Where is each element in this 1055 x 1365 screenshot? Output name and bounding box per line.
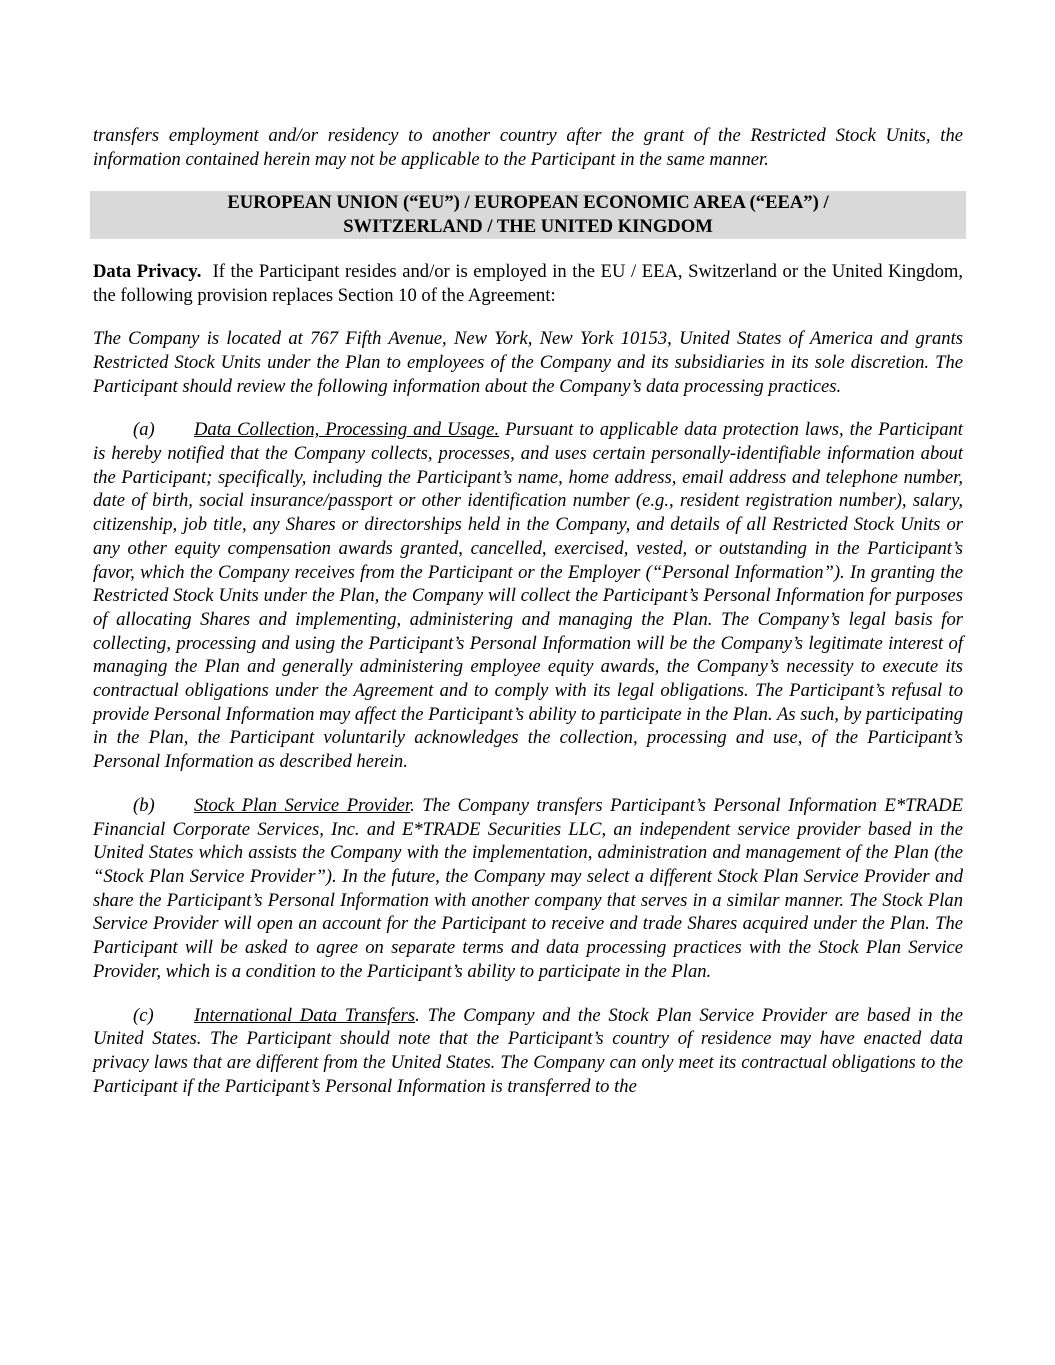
document-page	[93, 124, 963, 1118]
banner-line-2: SWITZERLAND / THE UNITED KINGDOM	[343, 216, 713, 238]
item-a-title: Data Collection, Processing and Usage.	[194, 419, 500, 441]
item-a-label: (a)	[133, 419, 155, 441]
item-c-text: . The Company and the Stock Plan Service Provider are based in the United States. The Participant should note that the Participant’s country of residence may have enacted data privacy laws that are different from the United States. The Company can only meet its contractual obligations to the Participant if the Participant’s Personal Information is transferred to the	[93, 1004, 963, 1097]
item-c-label: (c)	[133, 1004, 154, 1026]
company-paragraph: The Company is located at 767 Fifth Avenue, New York, New York 10153, United States of America and grants Restricted Stock Units under the Plan to employees of the Company and its subsidiaries in its sole discretion. The Participant should review the following information about the Company’s data processing practices.	[93, 328, 963, 397]
item-b-text: . The Company transfers Participant’s Personal Information E*TRADE Financial Corporate Services, Inc. and E*TRADE Securities LLC, an independent service provider based in the United States which assists the Company with the implementation, administration and management of the Plan (the “Stock Plan Service Provider”). In the future, the Company may select a different Stock Plan Service Provider and share the Participant’s Personal Information with another company that serves in a similar manner. The Stock Plan Service Provider will open an account for the Participant to receive and trade Shares acquired under the Plan. The Participant will be asked to agree on separate terms and data processing practices with the Stock Plan Service Provider, which is a condition to the Participant’s ability to participate in the Plan.	[93, 794, 963, 982]
item-b-title: Stock Plan Service Provider	[194, 794, 411, 816]
intro-paragraph: transfers employment and/or residency to another country after the grant of the Restricted Stock Units, the information contained herein may not be applicable to the Participant in the same manner.	[93, 125, 963, 170]
item-c-title: International Data Transfers	[194, 1004, 416, 1026]
item-b-label: (b)	[133, 794, 155, 816]
data-privacy-paragraph	[93, 260, 963, 307]
data-privacy-text: If the Participant resides and/or is employed in the EU / EEA, Switzerland or the United Kingdom, the following provision replaces Section 10 of the Agreement:	[93, 260, 964, 306]
item-a	[93, 418, 963, 774]
item-b	[93, 794, 963, 984]
data-privacy-heading: Data Privacy.	[93, 260, 202, 282]
section-banner	[90, 191, 966, 238]
item-a-text: Pursuant to applicable data protection laws, the Participant is hereby notified that the Company collects, processes, and uses certain personally-identifiable information about the Participant; specifically, including the Participant’s name, home address, email address and telephone number, date of birth, social insurance/passport or other identification number (e.g., resident registration number), salary, citizenship, job title, any Shares or directorships held in the Company, and details of all Restricted Stock Units or any other equity compensation awards granted, cancelled, exercised, vested, or outstanding in the Participant’s favor, which the Company receives from the Participant or the Employer (“Personal Information”). In granting the Restricted Stock Units under the Plan, the Company will collect the Participant’s Personal Information for purposes of allocating Shares and implementing, administering and managing the Plan. The Company’s legal basis for collecting, processing and using the Participant’s Personal Information will be the Company’s legitimate interest of managing the Plan and generally administering employee equity awards, the Company’s necessity to execute its contractual obligations under the Agreement and to comply with its legal obligations. The Participant’s refusal to provide Personal Information may affect the Participant’s ability to participate in the Plan. As such, by participating in the Plan, the Participant voluntarily acknowledges the collection, processing and use, of the Participant’s Personal Information as described herein.	[93, 419, 963, 773]
banner-line-1: EUROPEAN UNION (“EU”) / EUROPEAN ECONOMIC AREA (“EEA”) /	[227, 192, 829, 214]
item-c	[93, 1004, 963, 1099]
